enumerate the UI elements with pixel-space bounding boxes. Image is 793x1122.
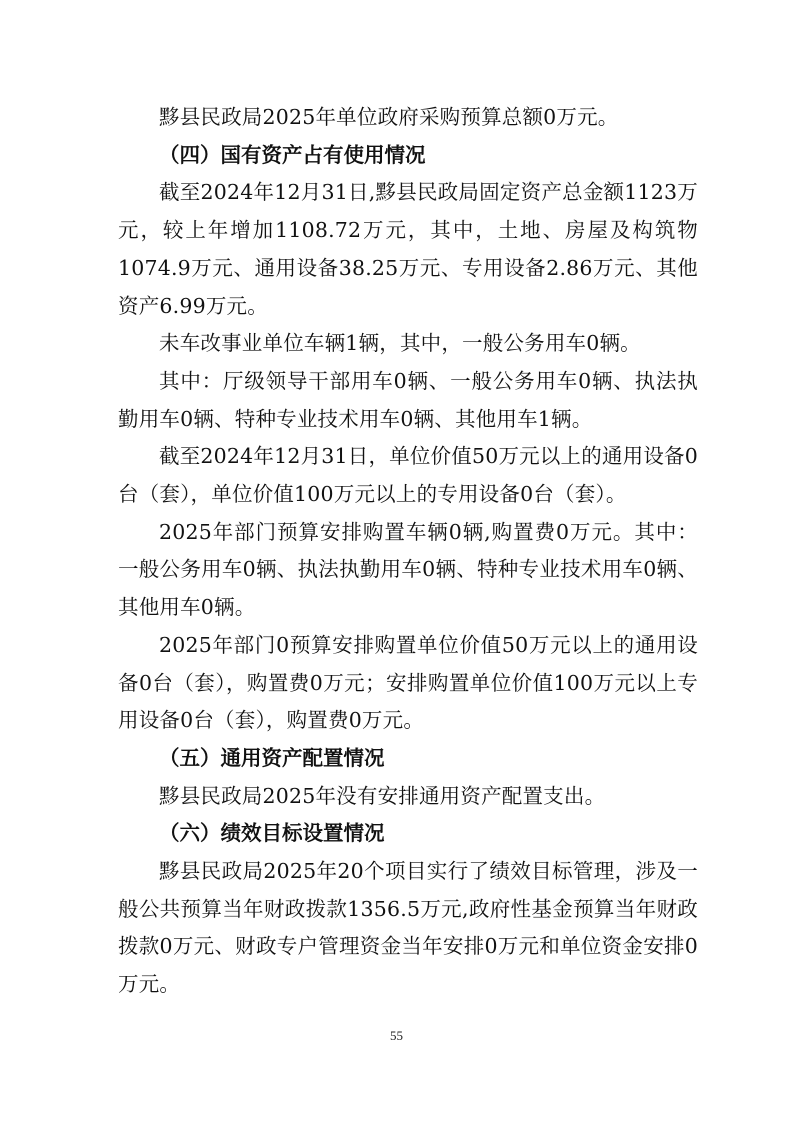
paragraph-fixed-assets: 截至2024年12月31日,黟县民政局固定资产总金额1123万元，较上年增加1108.72万元，其中，土地、房屋及构筑物1074.9万元、通用设备38.25万元、专用设备2.86万元、其他资产6.99万元。 [118, 180, 698, 318]
paragraph-vehicle-purchase: 2025年部门预算安排购置车辆0辆,购置费0万元。其中：一般公务用车0辆、执法执勤用车0辆、特种专业技术用车0辆、其他用车0辆。 [118, 519, 698, 620]
section-heading-performance-goals: （六）绩效目标设置情况 [159, 821, 385, 846]
paragraph-procurement-budget: 黟县民政局2025年单位政府采购预算总额0万元。 [159, 105, 619, 129]
page-number: 55 [390, 1028, 403, 1043]
document-body [118, 99, 698, 1004]
paragraph-vehicle-breakdown: 其中：厅级领导干部用车0辆、一般公务用车0辆、执法执勤用车0辆、特种专业技术用车0辆、其他用车1辆。 [118, 368, 698, 431]
section-heading-general-assets: （五）通用资产配置情况 [159, 745, 385, 770]
paragraph-equipment: 截至2024年12月31日，单位价值50万元以上的通用设备0台（套），单位价值100万元以上的专用设备0台（套）。 [118, 444, 698, 507]
paragraph-equipment-purchase: 2025年部门0预算安排购置单位价值50万元以上的通用设备0台（套），购置费0万元；安排购置单位价值100万元以上专用设备0台（套），购置费0万元。 [118, 632, 698, 733]
paragraph-general-assets: 黟县民政局2025年没有安排通用资产配置支出。 [159, 783, 606, 808]
paragraph-vehicles: 未车改事业单位车辆1辆，其中，一般公务用车0辆。 [159, 331, 641, 356]
paragraph-performance-goals: 黟县民政局2025年20个项目实行了绩效目标管理，涉及一般公共预算当年财政拨款1356.5万元,政府性基金预算当年财政拨款0万元、财政专户管理资金当年安排0万元和单位资金安排0万元。 [118, 859, 698, 997]
section-heading-state-assets: （四）国有资产占有使用情况 [159, 142, 426, 167]
